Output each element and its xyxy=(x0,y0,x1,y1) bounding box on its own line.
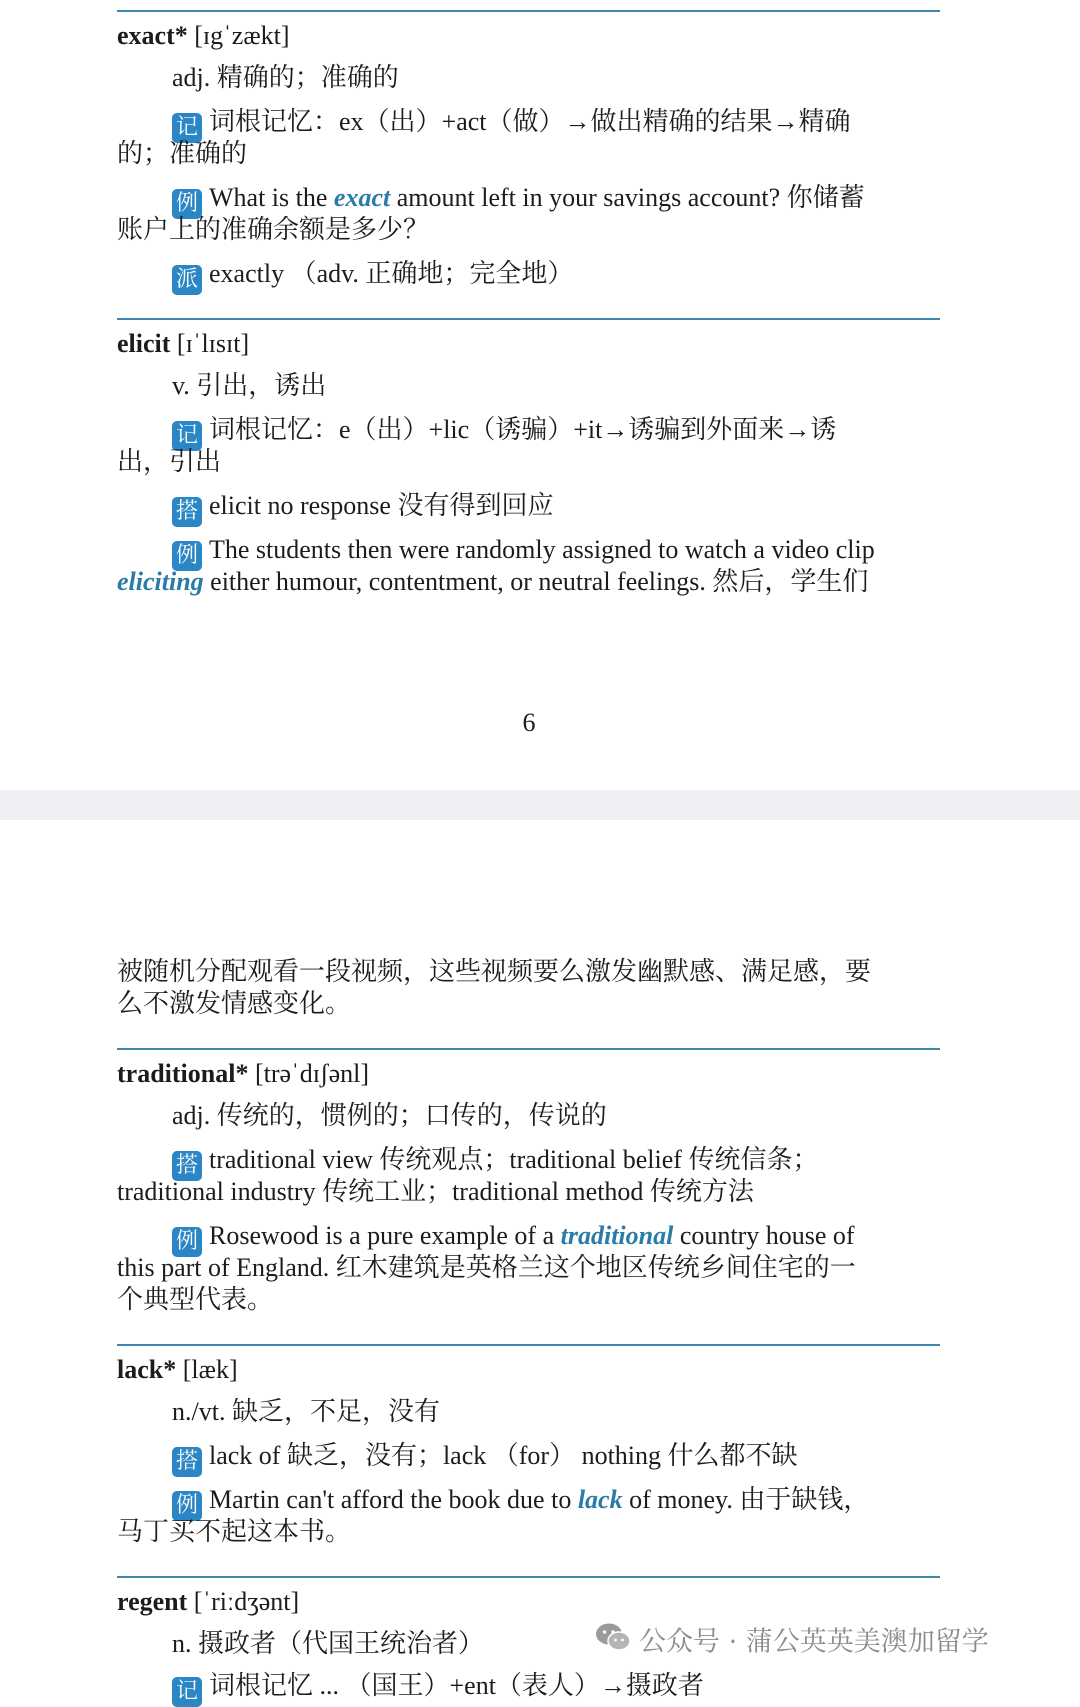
mnemonic-line-cut xyxy=(172,1670,704,1707)
mnemonic-text: 词根记忆：ex（出）+act（做）→做出精确的结果→精确 xyxy=(209,107,851,136)
example-translation: this part of England. 红木建筑是英格兰这个地区传统乡间住宅的一 xyxy=(117,1253,856,1282)
collocation-text: traditional view 传统观点；traditional belief 传统信条； xyxy=(209,1145,819,1174)
derivative-line xyxy=(172,258,573,295)
mnemonic-text: 词根记忆：e（出）+lic（诱骗）+it→诱骗到外面来→诱 xyxy=(209,415,837,444)
example-keyword: traditional xyxy=(560,1221,674,1250)
wechat-icon xyxy=(595,1622,631,1664)
mnemonic-tag-icon: 记 xyxy=(172,421,202,451)
example-text: Rosewood is a pure example of a xyxy=(209,1221,561,1250)
continued-translation: 被随机分配观看一段视频，这些视频要么激发幽默感、满足感，要 xyxy=(117,957,872,986)
headword: traditional* xyxy=(117,1059,249,1088)
definition: n. 摄政者（代国王统治者） xyxy=(172,1629,485,1658)
definition: v. 引出，诱出 xyxy=(172,371,327,400)
example-text: What is the xyxy=(209,183,334,212)
watermark xyxy=(595,1622,989,1662)
entry-header-lack xyxy=(117,1354,238,1386)
definition: adj. 精确的；准确的 xyxy=(172,63,399,92)
collocation-tag-icon: 搭 xyxy=(172,497,202,527)
collocation-text: elicit no response 没有得到回应 xyxy=(209,491,554,520)
phonetic: [ɪˈlɪsɪt] xyxy=(176,329,250,358)
example-text: of money. 由于缺钱， xyxy=(622,1485,870,1514)
mnemonic-line xyxy=(172,414,836,451)
headword: lack* xyxy=(117,1355,177,1384)
entry-divider xyxy=(117,1048,940,1050)
collocation-text-cont: traditional industry 传统工业；traditional method 传统方法 xyxy=(117,1177,754,1206)
example-text: either humour, contentment, or neutral feelings. 然后，学生们 xyxy=(203,567,869,596)
collocation-tag-icon: 搭 xyxy=(172,1151,202,1181)
example-tag-icon: 例 xyxy=(172,189,202,219)
example-translation: 个典型代表。 xyxy=(117,1285,274,1314)
headword: exact* xyxy=(117,21,188,50)
collocation-line xyxy=(172,490,553,527)
page-gap xyxy=(0,790,1080,820)
example-keyword: exact xyxy=(333,183,391,212)
headword: elicit xyxy=(117,329,171,358)
example-translation: 马丁买不起这本书。 xyxy=(117,1517,352,1546)
collocation-text: lack of 缺乏，没有；lack （for） nothing 什么都不缺 xyxy=(209,1441,798,1470)
continued-translation: 么不激发情感变化。 xyxy=(117,989,352,1018)
entry-divider xyxy=(117,1344,940,1346)
example-text: amount left in your savings account? 你储蓄 xyxy=(390,183,865,212)
phonetic: [læk] xyxy=(182,1355,238,1384)
example-text: The students then were randomly assigned to watch a video clip xyxy=(209,535,875,564)
definition: n./vt. 缺乏，不足，没有 xyxy=(172,1397,440,1426)
mnemonic-text-cont: 出，引出 xyxy=(117,447,222,476)
mnemonic-line xyxy=(172,106,851,143)
example-tag-icon: 例 xyxy=(172,1227,202,1257)
entry-header-regent xyxy=(117,1586,299,1618)
example-keyword: lack xyxy=(577,1485,623,1514)
definition: adj. 传统的，惯例的；口传的，传说的 xyxy=(172,1101,607,1130)
headword: regent xyxy=(117,1587,188,1616)
collocation-tag-icon: 搭 xyxy=(172,1447,202,1477)
example-text: Martin can't afford the book due to xyxy=(209,1485,578,1514)
example-line-cont xyxy=(117,566,868,598)
example-text: country house of xyxy=(673,1221,855,1250)
mnemonic-text: 词根记忆 ... （国王）+ent（表人）→摄政者 xyxy=(209,1671,704,1700)
phonetic: [ɪgˈzækt] xyxy=(194,21,290,50)
derivative-tag-icon: 派 xyxy=(172,265,202,295)
phonetic: [ˈriːdʒənt] xyxy=(193,1587,300,1616)
watermark-text: 公众号 · 蒲公英英美澳加留学 xyxy=(639,1626,989,1658)
entry-header-elicit xyxy=(117,328,249,360)
example-keyword: eliciting xyxy=(117,567,204,596)
example-translation: 账户上的准确余额是多少？ xyxy=(117,215,430,244)
collocation-line xyxy=(172,1440,798,1477)
example-tag-icon: 例 xyxy=(172,541,202,571)
phonetic: [trəˈdɪʃənl] xyxy=(254,1059,369,1088)
entry-header-exact xyxy=(117,20,290,52)
derivative-text: exactly （adv. 正确地；完全地） xyxy=(209,259,574,288)
example-tag-icon: 例 xyxy=(172,1491,202,1521)
mnemonic-tag-icon: 记 xyxy=(172,1677,202,1707)
entry-divider xyxy=(117,10,940,12)
entry-header-traditional xyxy=(117,1058,369,1090)
entry-divider xyxy=(117,1576,940,1578)
mnemonic-tag-icon: 记 xyxy=(172,113,202,143)
entry-divider xyxy=(117,318,940,320)
page-number: 6 xyxy=(522,708,536,737)
mnemonic-text-cont: 的；准确的 xyxy=(117,139,248,168)
